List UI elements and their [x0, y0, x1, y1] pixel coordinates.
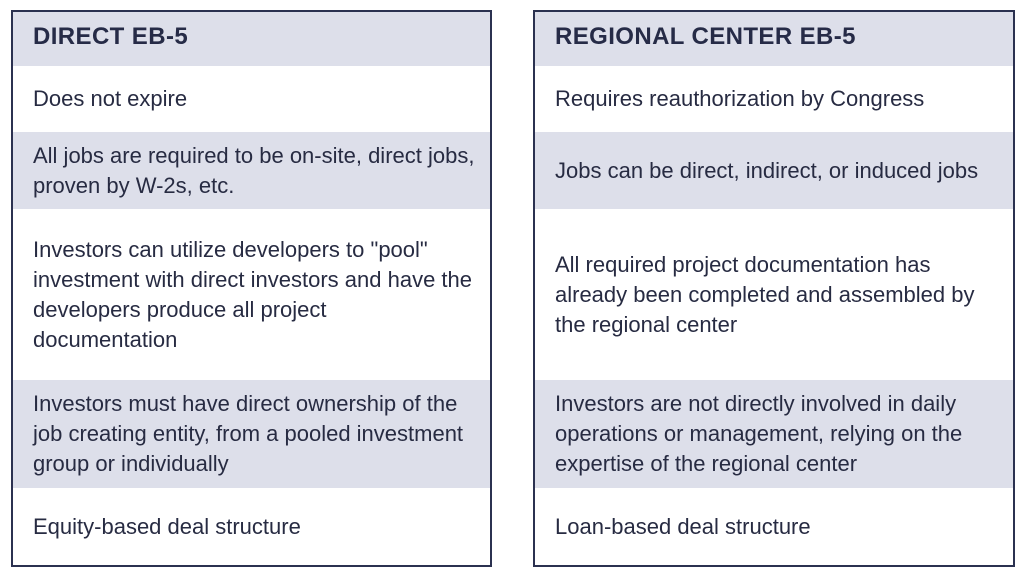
direct-eb5-panel: [11, 10, 492, 567]
regional-row-expiration: Requires reauthorization by Congress: [555, 86, 925, 111]
regional-center-eb5-panel: [533, 10, 1015, 567]
direct-row-documentation: Investors can utilize developers to "pool" investment with direct investors and have the developers produce all project documentation: [33, 236, 473, 352]
direct-row-expiration: Does not expire: [33, 86, 188, 111]
direct-row-deal-structure: Equity-based deal structure: [33, 513, 301, 539]
regional-row-documentation: All required project documentation has already been completed and assembled by the regional center: [555, 251, 975, 337]
regional-row-deal-structure: Loan-based deal structure: [555, 513, 811, 539]
regional-row-jobs: Jobs can be direct, indirect, or induced jobs: [535, 132, 1013, 209]
regional-center-eb5-heading: REGIONAL CENTER EB-5: [535, 12, 1013, 66]
direct-row-involvement: Investors must have direct ownership of the job creating entity, from a pooled investment group or individually: [13, 380, 490, 488]
direct-eb5-heading: DIRECT EB-5: [13, 12, 490, 66]
direct-row-jobs: All jobs are required to be on-site, direct jobs, proven by W-2s, etc.: [13, 132, 490, 209]
regional-row-involvement: Investors are not directly involved in daily operations or management, relying on the expertise of the regional center: [535, 380, 1013, 488]
